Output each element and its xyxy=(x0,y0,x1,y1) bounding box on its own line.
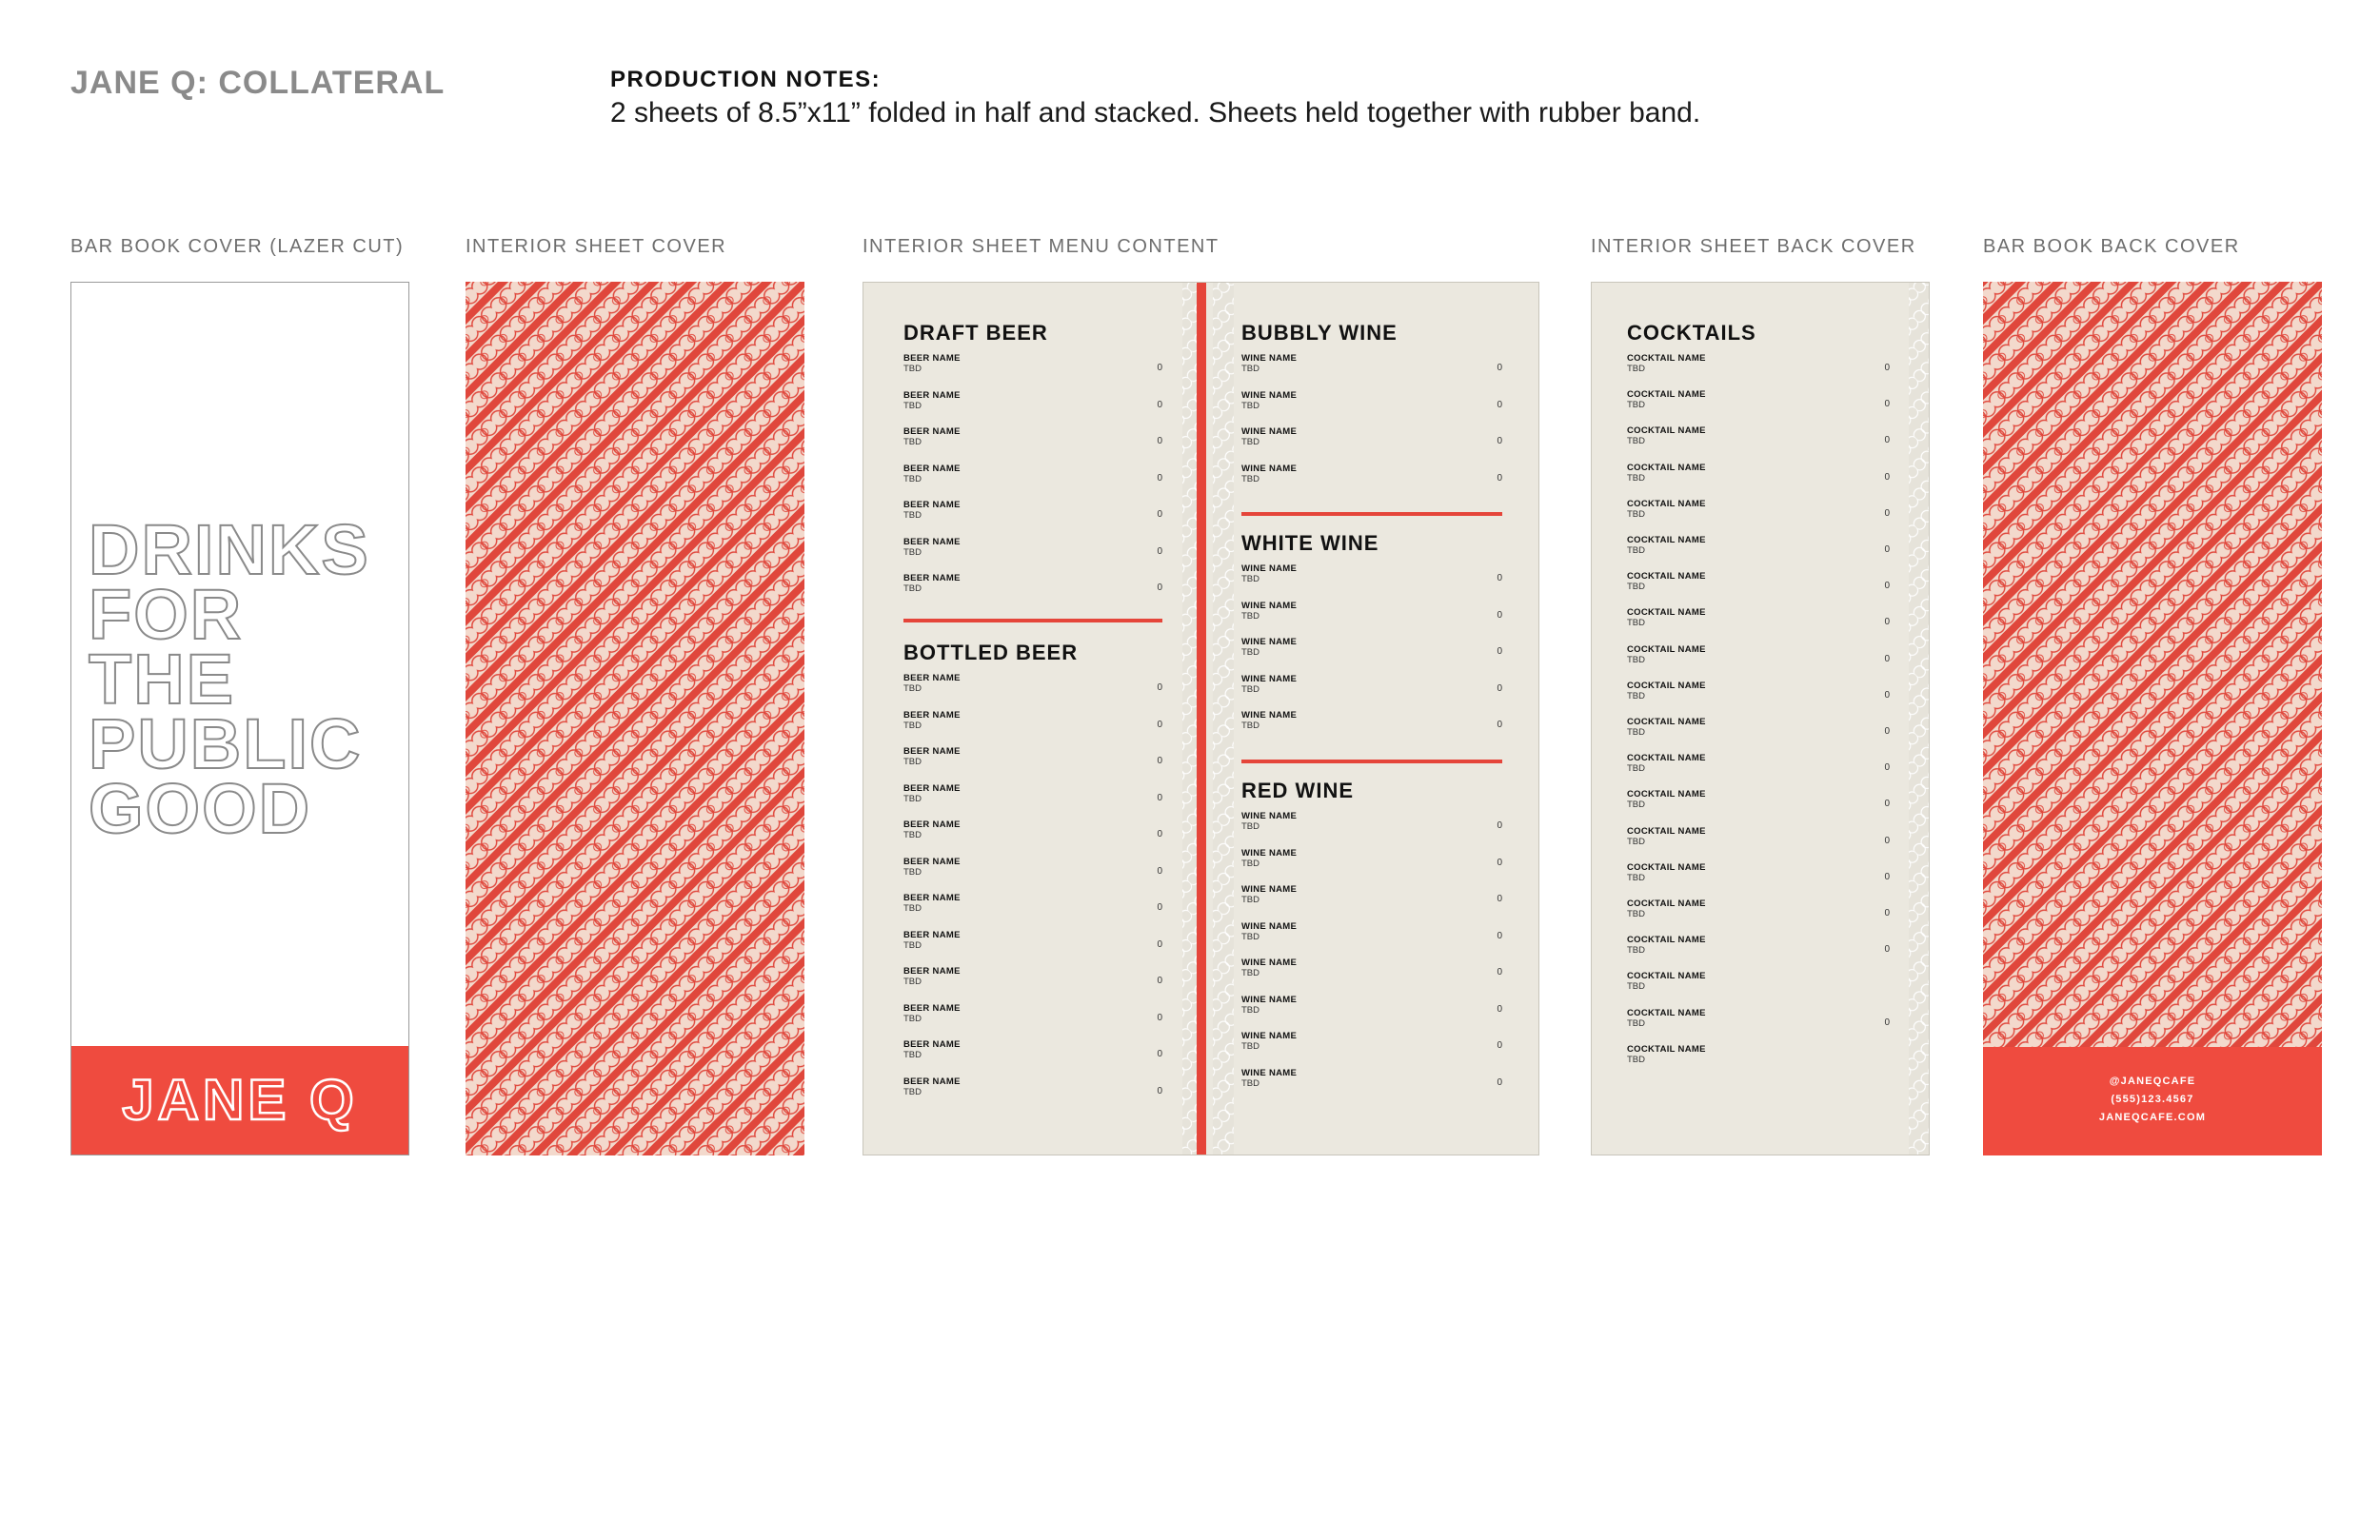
menu-item-name: BEER NAME xyxy=(903,966,961,977)
menu-item xyxy=(1627,789,1890,810)
menu-item-description: TBD xyxy=(903,1013,922,1024)
label-bar-book-back-cover: BAR BOOK BACK COVER xyxy=(1983,236,2240,257)
menu-item xyxy=(903,426,1162,447)
menu-item-name: BEER NAME xyxy=(903,929,961,940)
menu-item-price: 0 xyxy=(1884,653,1890,664)
menu-item xyxy=(1241,426,1502,447)
social-handle: @JANEQCAFE xyxy=(2109,1076,2196,1087)
page-title: JANE Q: COLLATERAL xyxy=(70,65,446,101)
menu-item xyxy=(903,930,1162,951)
menu-item xyxy=(1241,921,1502,942)
menu-item xyxy=(1241,710,1502,731)
menu-item xyxy=(1627,862,1890,883)
menu-item-price: 0 xyxy=(1157,509,1162,520)
menu-item-description: TBD xyxy=(903,683,922,694)
menu-item-description: TBD xyxy=(1241,821,1259,832)
menu-item-name: COCKTAIL NAME xyxy=(1627,607,1706,619)
menu-item-description: TBD xyxy=(903,757,922,767)
website-link: JANEQCAFE.COM xyxy=(2098,1112,2207,1123)
menu-item-price: 0 xyxy=(1497,930,1502,941)
menu-item-name: COCKTAIL NAME xyxy=(1627,861,1706,873)
menu-item xyxy=(1241,884,1502,905)
menu-item-name: COCKTAIL NAME xyxy=(1627,535,1706,545)
menu-item-description: TBD xyxy=(903,400,922,411)
menu-item-price: 0 xyxy=(1884,435,1890,446)
menu-item-name: WINE NAME xyxy=(1241,1067,1298,1078)
menu-item-price: 0 xyxy=(1497,609,1502,621)
menu-item-description: TBD xyxy=(903,866,922,878)
cover-brand-band xyxy=(71,1046,408,1155)
menu-item-price: 0 xyxy=(1497,1076,1502,1088)
menu-item-price: 0 xyxy=(1497,820,1502,831)
menu-item-name: COCKTAIL NAME xyxy=(1627,571,1706,582)
menu-item-description: TBD xyxy=(903,1050,922,1060)
menu-item xyxy=(903,857,1162,878)
menu-item-price: 0 xyxy=(1497,472,1502,484)
cover-word: FOR xyxy=(89,575,244,654)
menu-item-description: TBD xyxy=(903,977,922,987)
menu-item-price: 0 xyxy=(1497,1040,1502,1051)
menu-item-name: BEER NAME xyxy=(903,1076,961,1087)
section-title-white-wine: WHITE WINE xyxy=(1241,531,1379,555)
menu-item-price: 0 xyxy=(1497,363,1502,373)
menu-item-price: 0 xyxy=(1497,682,1502,694)
menu-item xyxy=(1627,389,1890,410)
menu-item xyxy=(903,390,1162,411)
menu-item xyxy=(1627,1008,1890,1029)
menu-item-description: TBD xyxy=(1241,574,1259,584)
menu-item-description: TBD xyxy=(1627,436,1645,447)
menu-item xyxy=(1627,463,1890,484)
menu-item xyxy=(1627,499,1890,520)
menu-item-description: TBD xyxy=(1627,909,1645,919)
menu-item-name: BEER NAME xyxy=(903,819,961,830)
menu-item-name: BEER NAME xyxy=(903,353,961,364)
menu-item-name: WINE NAME xyxy=(1241,811,1298,821)
section-title-bubbly-wine: BUBBLY WINE xyxy=(1241,321,1398,345)
menu-item xyxy=(1627,644,1890,665)
menu-item-description: TBD xyxy=(1241,721,1259,731)
section-title-draft-beer: DRAFT BEER xyxy=(903,321,1048,345)
menu-item-price: 0 xyxy=(1884,581,1890,592)
menu-item-name: BEER NAME xyxy=(903,573,961,583)
menu-item-price: 0 xyxy=(1884,762,1890,774)
circle-pattern xyxy=(1983,282,2322,1155)
menu-item-price: 0 xyxy=(1157,399,1162,410)
menu-item-description: TBD xyxy=(1241,1077,1259,1089)
bar-book-cover xyxy=(70,282,409,1155)
menu-item-name: WINE NAME xyxy=(1241,673,1298,684)
menu-item-price: 0 xyxy=(1157,976,1162,986)
cover-word: GOOD xyxy=(89,769,312,848)
menu-item-description: TBD xyxy=(1241,647,1259,658)
menu-item-price: 0 xyxy=(1884,944,1890,956)
menu-item-price: 0 xyxy=(1884,544,1890,555)
interior-sheet-cover xyxy=(466,282,804,1155)
menu-item xyxy=(903,1039,1162,1060)
menu-item-price: 0 xyxy=(1157,1049,1162,1059)
menu-item xyxy=(1627,898,1890,919)
menu-item xyxy=(903,1076,1162,1097)
menu-item-description: TBD xyxy=(903,364,922,374)
menu-item xyxy=(1241,390,1502,411)
menu-item-price: 0 xyxy=(1157,682,1162,693)
menu-item-name: COCKTAIL NAME xyxy=(1627,498,1706,509)
menu-item xyxy=(1241,811,1502,832)
menu-item-name: WINE NAME xyxy=(1241,710,1298,721)
section-title-red-wine: RED WINE xyxy=(1241,779,1354,802)
menu-item xyxy=(1241,1031,1502,1052)
fold-pattern-strip xyxy=(1213,283,1234,1155)
menu-item xyxy=(903,353,1162,374)
menu-item xyxy=(903,500,1162,521)
menu-item-name: COCKTAIL NAME xyxy=(1627,1043,1706,1055)
section-title-bottled-beer: BOTTLED BEER xyxy=(903,641,1079,664)
menu-item-description: TBD xyxy=(1627,508,1645,520)
menu-item-name: BEER NAME xyxy=(903,1039,961,1050)
menu-item xyxy=(903,673,1162,694)
menu-item-price: 0 xyxy=(1157,756,1162,766)
menu-item-description: TBD xyxy=(1627,400,1645,411)
label-bar-book-cover: BAR BOOK COVER (LAZER CUT) xyxy=(70,236,405,257)
menu-item xyxy=(1627,607,1890,628)
menu-item xyxy=(1627,681,1890,701)
menu-item-description: TBD xyxy=(1241,610,1259,622)
label-interior-back-cover: INTERIOR SHEET BACK COVER xyxy=(1591,236,1916,257)
menu-item xyxy=(1627,753,1890,774)
menu-item-description: TBD xyxy=(1241,895,1259,905)
menu-item xyxy=(903,893,1162,914)
section-rule xyxy=(1241,512,1502,516)
menu-item-description: TBD xyxy=(1241,400,1259,411)
menu-item-description: TBD xyxy=(1627,690,1645,701)
menu-item-description: TBD xyxy=(903,830,922,840)
menu-item-description: TBD xyxy=(1627,472,1645,484)
fold-pattern-strip xyxy=(1909,283,1930,1155)
menu-item-name: BEER NAME xyxy=(903,500,961,510)
menu-item-price: 0 xyxy=(1884,835,1890,846)
menu-item xyxy=(1627,535,1890,556)
center-fold-divider xyxy=(1197,283,1206,1155)
menu-item-price: 0 xyxy=(1157,865,1162,877)
label-interior-sheet-cover: INTERIOR SHEET COVER xyxy=(466,236,727,257)
menu-item-description: TBD xyxy=(1241,1004,1259,1016)
menu-item xyxy=(1241,848,1502,869)
menu-item xyxy=(1627,425,1890,446)
menu-item-description: TBD xyxy=(903,583,922,594)
menu-item xyxy=(903,573,1162,594)
menu-item-price: 0 xyxy=(1884,507,1890,519)
menu-item-price: 0 xyxy=(1884,689,1890,701)
menu-item-name: WINE NAME xyxy=(1241,884,1298,895)
menu-item-price: 0 xyxy=(1157,829,1162,839)
menu-item-price: 0 xyxy=(1157,472,1162,484)
menu-item-name: COCKTAIL NAME xyxy=(1627,789,1706,800)
menu-item-description: TBD xyxy=(903,720,922,731)
menu-item xyxy=(903,1003,1162,1024)
menu-item-price: 0 xyxy=(1497,1003,1502,1015)
menu-item-name: WINE NAME xyxy=(1241,958,1298,968)
menu-item xyxy=(1241,958,1502,978)
menu-item-description: TBD xyxy=(1241,968,1259,978)
menu-item-name: BEER NAME xyxy=(903,856,961,867)
jane-q-logo: JANE Q xyxy=(122,1068,358,1132)
menu-item-price: 0 xyxy=(1157,902,1162,913)
menu-item-name: COCKTAIL NAME xyxy=(1627,680,1706,691)
menu-item-description: TBD xyxy=(1627,836,1645,847)
menu-item-name: COCKTAIL NAME xyxy=(1627,753,1706,764)
menu-item-description: TBD xyxy=(903,473,922,484)
circle-pattern xyxy=(466,282,804,1155)
menu-item-price: 0 xyxy=(1497,436,1502,446)
menu-item-price: 0 xyxy=(1884,399,1890,410)
menu-item-description: TBD xyxy=(1241,683,1259,695)
menu-item xyxy=(1627,935,1890,956)
menu-item-price: 0 xyxy=(1497,967,1502,977)
menu-item xyxy=(1241,601,1502,622)
menu-item-name: BEER NAME xyxy=(903,746,961,757)
menu-item xyxy=(1627,1044,1890,1065)
menu-item xyxy=(903,966,1162,987)
menu-item-name: BEER NAME xyxy=(903,1002,961,1014)
menu-item-name: WINE NAME xyxy=(1241,637,1298,647)
menu-item-price: 0 xyxy=(1884,726,1890,737)
section-rule xyxy=(903,619,1162,622)
menu-item-price: 0 xyxy=(1157,1012,1162,1023)
menu-item-description: TBD xyxy=(1627,945,1645,957)
menu-item-name: COCKTAIL NAME xyxy=(1627,425,1706,437)
menu-item-name: WINE NAME xyxy=(1241,426,1298,437)
production-notes-heading: PRODUCTION NOTES: xyxy=(610,67,882,92)
bar-book-back-cover xyxy=(1983,282,2322,1155)
menu-item-description: TBD xyxy=(903,793,922,804)
menu-item-description: TBD xyxy=(1627,872,1645,883)
menu-item xyxy=(903,464,1162,484)
menu-item-price: 0 xyxy=(1884,799,1890,810)
menu-item-description: TBD xyxy=(1627,727,1645,738)
menu-item-name: WINE NAME xyxy=(1241,353,1298,364)
menu-item-name: COCKTAIL NAME xyxy=(1627,1007,1706,1018)
menu-item xyxy=(1241,563,1502,584)
menu-item-description: TBD xyxy=(1241,364,1259,374)
section-title-cocktails: COCKTAILS xyxy=(1627,321,1756,345)
menu-item-price: 0 xyxy=(1884,1017,1890,1028)
menu-item-name: WINE NAME xyxy=(1241,563,1298,574)
menu-item xyxy=(903,746,1162,767)
menu-item-name: BEER NAME xyxy=(903,782,961,794)
menu-item-name: BEER NAME xyxy=(903,893,961,903)
menu-item xyxy=(903,537,1162,558)
menu-item-name: COCKTAIL NAME xyxy=(1627,389,1706,401)
menu-item-name: COCKTAIL NAME xyxy=(1627,898,1706,909)
menu-item-name: WINE NAME xyxy=(1241,920,1298,932)
menu-item-price: 0 xyxy=(1497,857,1502,868)
menu-item-price: 0 xyxy=(1497,399,1502,410)
menu-item xyxy=(903,783,1162,804)
menu-item-name: COCKTAIL NAME xyxy=(1627,462,1706,473)
menu-item-price: 0 xyxy=(1157,363,1162,373)
cover-word: PUBLIC xyxy=(89,704,363,783)
menu-item-name: COCKTAIL NAME xyxy=(1627,825,1706,837)
menu-item xyxy=(1241,1068,1502,1089)
label-interior-menu-content: INTERIOR SHEET MENU CONTENT xyxy=(863,236,1220,257)
menu-item-name: WINE NAME xyxy=(1241,994,1298,1005)
menu-item-description: TBD xyxy=(1627,364,1645,374)
menu-item-description: TBD xyxy=(1627,981,1645,993)
menu-item xyxy=(1241,674,1502,695)
menu-item-price: 0 xyxy=(1157,545,1162,557)
menu-item-name: BEER NAME xyxy=(903,536,961,547)
menu-item-price: 0 xyxy=(1497,646,1502,657)
cover-word: DRINKS xyxy=(89,510,370,589)
menu-item xyxy=(1627,971,1890,992)
menu-item-name: COCKTAIL NAME xyxy=(1627,643,1706,655)
menu-item xyxy=(903,710,1162,731)
phone-number: (555)123.4567 xyxy=(2111,1094,2194,1105)
menu-item-price: 0 xyxy=(1497,894,1502,904)
menu-item-name: WINE NAME xyxy=(1241,463,1298,474)
menu-item-description: TBD xyxy=(903,939,922,951)
menu-item-price: 0 xyxy=(1157,1085,1162,1096)
menu-item xyxy=(1241,353,1502,374)
menu-item-name: COCKTAIL NAME xyxy=(1627,971,1706,982)
menu-item-name: COCKTAIL NAME xyxy=(1627,353,1706,364)
menu-item xyxy=(1627,353,1890,374)
menu-item-price: 0 xyxy=(1157,792,1162,803)
menu-item-description: TBD xyxy=(1627,1017,1645,1029)
menu-item xyxy=(1241,464,1502,484)
menu-item-description: TBD xyxy=(1627,1054,1645,1065)
menu-item xyxy=(1627,826,1890,847)
menu-item-price: 0 xyxy=(1157,582,1162,593)
menu-item-description: TBD xyxy=(1241,858,1259,869)
menu-item-description: TBD xyxy=(1627,618,1645,629)
menu-item-price: 0 xyxy=(1884,363,1890,373)
menu-item-description: TBD xyxy=(1241,473,1259,484)
menu-item-description: TBD xyxy=(1627,654,1645,665)
menu-spread xyxy=(863,282,1539,1155)
menu-item-price: 0 xyxy=(1884,617,1890,628)
menu-item-description: TBD xyxy=(903,1086,922,1097)
menu-item-description: TBD xyxy=(1241,931,1259,942)
production-notes-text: 2 sheets of 8.5”x11” folded in half and stacked. Sheets held together with rubber band. xyxy=(610,97,1701,128)
menu-item-name: WINE NAME xyxy=(1241,389,1298,401)
menu-item-price: 0 xyxy=(1157,719,1162,730)
menu-item-name: WINE NAME xyxy=(1241,1031,1298,1041)
menu-item-name: WINE NAME xyxy=(1241,847,1298,859)
menu-item-description: TBD xyxy=(1627,582,1645,593)
menu-item xyxy=(1241,995,1502,1016)
menu-item-price: 0 xyxy=(1157,938,1162,950)
menu-item-price: 0 xyxy=(1884,471,1890,483)
menu-item-description: TBD xyxy=(903,510,922,521)
menu-item-name: COCKTAIL NAME xyxy=(1627,717,1706,727)
back-contact-band xyxy=(1983,1047,2322,1155)
menu-item-description: TBD xyxy=(903,546,922,558)
section-rule xyxy=(1241,760,1502,763)
menu-item xyxy=(1627,571,1890,592)
menu-item-name: BEER NAME xyxy=(903,389,961,401)
menu-item-name: BEER NAME xyxy=(903,426,961,437)
menu-item-description: TBD xyxy=(1627,545,1645,556)
menu-item xyxy=(1241,637,1502,658)
menu-item-price: 0 xyxy=(1157,436,1162,446)
cover-word: THE xyxy=(89,640,235,719)
menu-item-description: TBD xyxy=(1241,437,1259,447)
interior-back-cover xyxy=(1591,282,1930,1155)
menu-item-description: TBD xyxy=(1627,763,1645,775)
menu-item xyxy=(1627,717,1890,738)
menu-item-name: WINE NAME xyxy=(1241,600,1298,611)
menu-item-price: 0 xyxy=(1884,908,1890,918)
menu-item-description: TBD xyxy=(1627,800,1645,811)
menu-item-name: BEER NAME xyxy=(903,709,961,721)
menu-item-description: TBD xyxy=(903,903,922,914)
menu-item-price: 0 xyxy=(1884,871,1890,882)
menu-item-name: BEER NAME xyxy=(903,673,961,683)
menu-item-description: TBD xyxy=(903,437,922,447)
menu-item-name: BEER NAME xyxy=(903,463,961,474)
menu-item xyxy=(903,819,1162,840)
menu-item-price: 0 xyxy=(1497,573,1502,583)
menu-item-name: COCKTAIL NAME xyxy=(1627,935,1706,946)
menu-item-price: 0 xyxy=(1497,720,1502,730)
menu-item-description: TBD xyxy=(1241,1041,1259,1052)
